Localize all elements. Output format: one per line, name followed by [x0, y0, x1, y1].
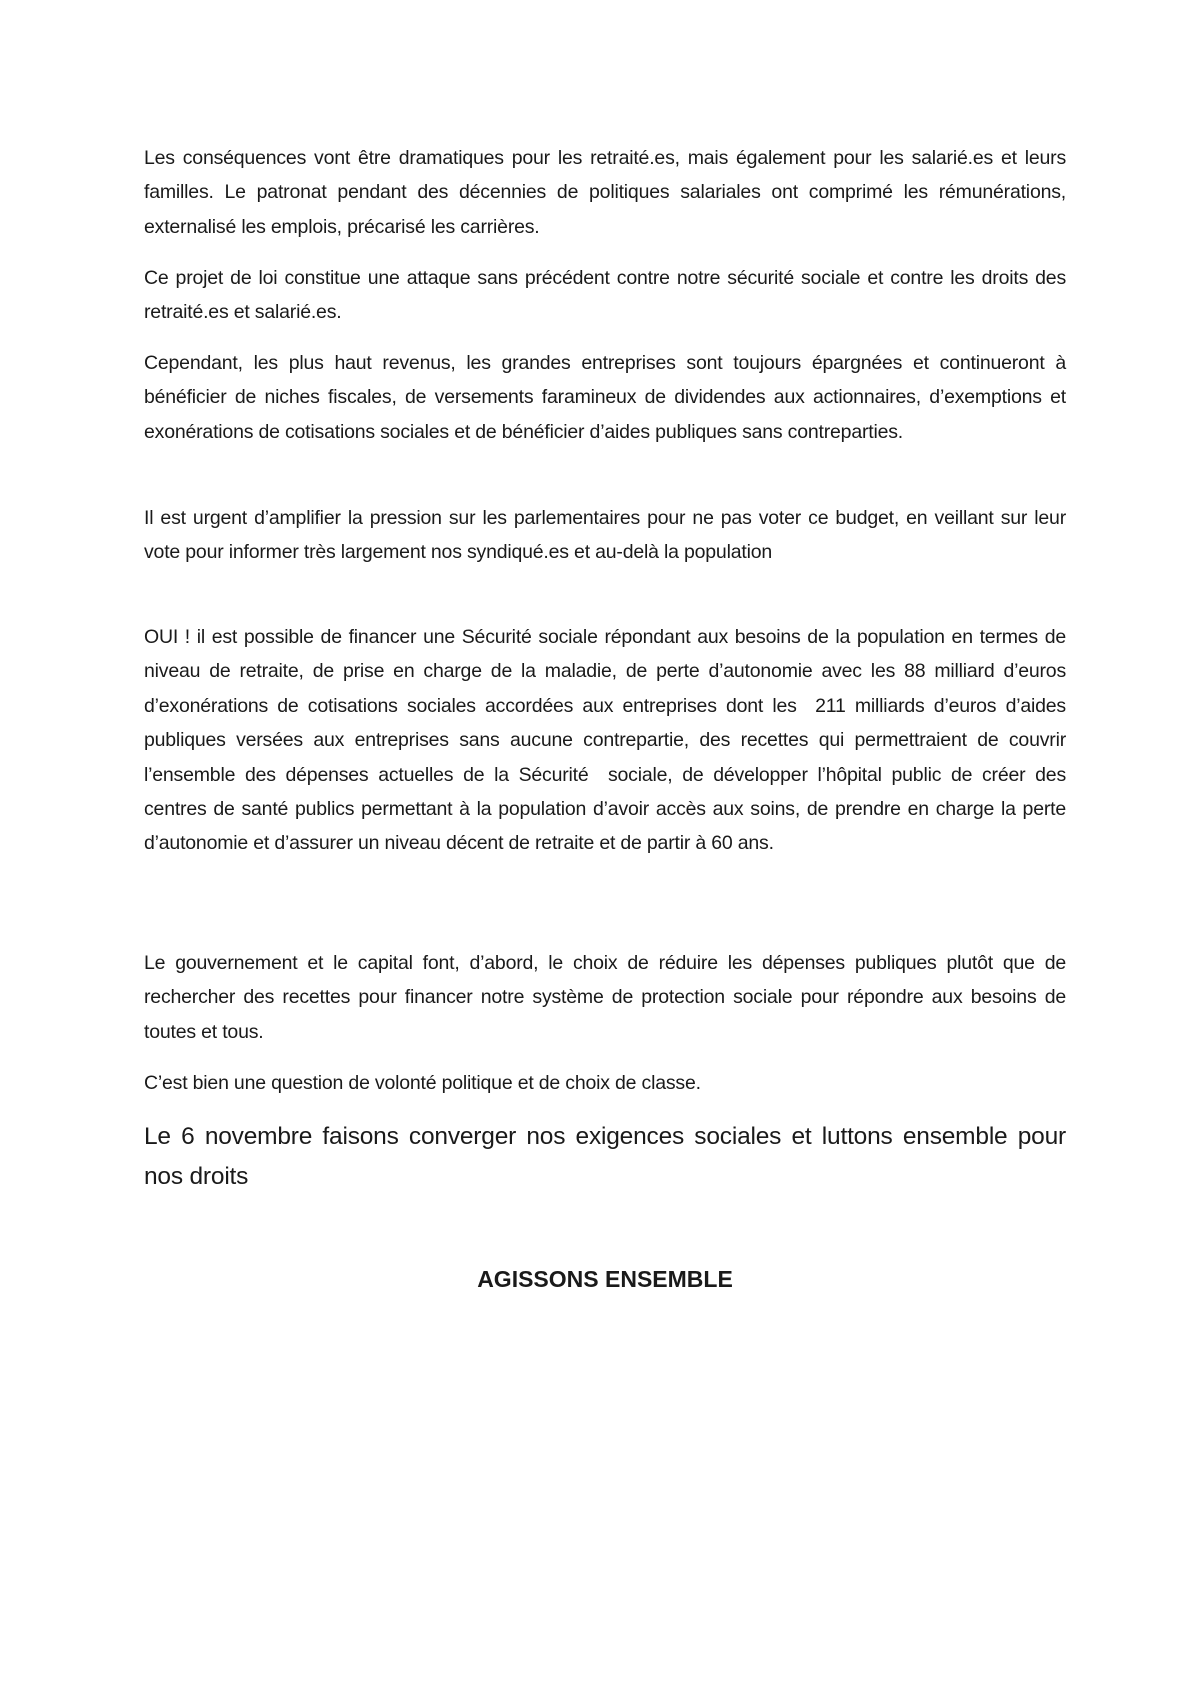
paragraph-volonte-politique: C’est bien une question de volonté politique et de choix de classe.: [144, 1072, 701, 1094]
paragraph-consequences: Les conséquences vont être dramatiques pour les retraité.es, mais également pour les salarié.es et leurs familles. Le patronat pendant des décennies de politiques salariales ont comprimé les rémunérations, externalisé les emplois, précarisé les carrières.: [144, 147, 1066, 238]
paragraph-cependant: Cependant, les plus haut revenus, les grandes entreprises sont toujours épargnées et continueront à bénéficier de niches fiscales, de versements faramineux de dividendes aux actionnaires, d’exemptions et exonérations de cotisations sociales et de bénéficier d’aides publiques sans contreparties.: [144, 352, 1066, 443]
paragraph-projet-de-loi: Ce projet de loi constitue une attaque sans précédent contre notre sécurité sociale et contre les droits des retraité.es et salarié.es.: [144, 267, 1066, 324]
paragraph-urgent: Il est urgent d’amplifier la pression sur les parlementaires pour ne pas voter ce budget, en veillant sur leur vote pour informer très largement nos syndiqué.es et au-delà la population: [144, 507, 1066, 564]
call-to-action: Le 6 novembre faisons converger nos exigences sociales et luttons ensemble pour nos droits: [144, 1123, 1066, 1190]
paragraph-gouvernement: Le gouvernement et le capital font, d’abord, le choix de réduire les dépenses publiques plutôt que de rechercher des recettes pour financer notre système de protection sociale pour répondre aux besoins de toutes et tous.: [144, 952, 1066, 1043]
closing-title: AGISSONS ENSEMBLE: [477, 1266, 733, 1292]
paragraph-oui: OUI ! il est possible de financer une Sécurité sociale répondant aux besoins de la population en termes de niveau de retraite, de prise en charge de la maladie, de perte d’autonomie avec les 88 milliard d’euros d’exonérations de cotisations sociales accordées aux entreprises dont les 211 milliards d’euros d’aides publiques versées aux entreprises sans aucune contrepartie, des recettes qui permettraient de couvrir l’ensemble des dépenses actuelles de la Sécurité sociale, de développer l’hôpital public de créer des centres de santé publics permettant à la population d’avoir accès aux soins, de prendre en charge la perte d’autonomie et d’assurer un niveau décent de retraite et de partir à 60 ans.: [144, 626, 1087, 855]
